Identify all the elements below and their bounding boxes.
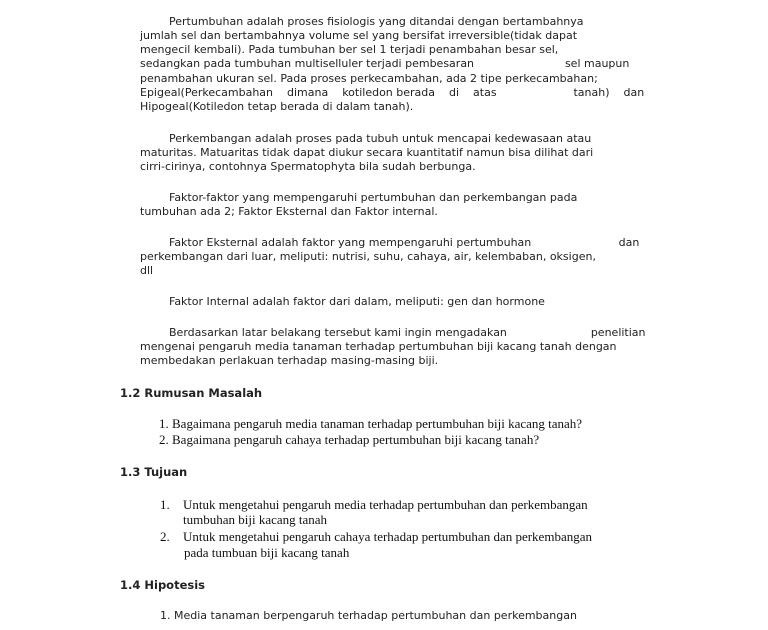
background-line-1: Berdasarkan latar belakang tersebut kami ingin mengadakan penelitian (169, 326, 646, 339)
tujuan-item-1-line-2: tumbuhan biji kacang tanah (183, 512, 328, 527)
heading-tujuan: 1.3 Tujuan (120, 465, 188, 479)
intro-line-4: sedangkan pada tumbuhan multiselluler terjadi pembesaran sel maupun (140, 57, 630, 70)
rumusan-item-1: 1. Bagaimana pengaruh media tanaman terhadap pertumbuhan biji kacang tanah? (159, 416, 583, 431)
intro-line-5: penambahan ukuran sel. Pada proses perkecambahan, ada 2 tipe perkecambahan; (140, 72, 598, 85)
hipotesis-item-1: 1. Media tanaman berpengaruh terhadap pertumbuhan dan perkembangan (160, 609, 577, 622)
background-line-2: mengenai pengaruh media tanaman terhadap pertumbuhan biji kacang tanah dengan (140, 340, 617, 353)
factors-line-1: Faktor-faktor yang mempengaruhi pertumbuhan dan perkembangan pada (169, 191, 578, 204)
tujuan-item-2-number: 2. (160, 529, 170, 544)
heading-hipotesis: 1.4 Hipotesis (120, 578, 206, 592)
factors-line-2: tumbuhan ada 2; Faktor Eksternal dan Faktor internal. (140, 205, 438, 218)
intro-line-6: Epigeal(Perkecambahan dimana kotiledon berada di atas tanah) dan (140, 86, 645, 99)
development-line-1: Perkembangan adalah proses pada tubuh untuk mencapai kedewasaan atau (169, 132, 592, 145)
background-line-3: membedakan perlakuan terhadap masing-masing biji. (140, 354, 439, 367)
tujuan-item-2-line-2: pada tumbuan biji kacang tanah (184, 545, 350, 560)
intro-line-1: Pertumbuhan adalah proses fisiologis yang ditandai dengan bertambahnya (169, 15, 584, 28)
intro-line-2: jumlah sel dan bertambahnya volume sel yang bersifat irreversible(tidak dapat (140, 29, 578, 42)
tujuan-item-2-line-1: Untuk mengetahui pengaruh cahaya terhadap pertumbuhan dan perkembangan (183, 529, 592, 544)
external-line-1: Faktor Eksternal adalah faktor yang mempengaruhi pertumbuhan dan (169, 236, 640, 249)
external-line-3: dll (140, 264, 154, 277)
development-line-3: cirri-cirinya, contohnya Spermatophyta bila sudah berbunga. (140, 160, 476, 173)
development-line-2: maturitas. Matuaritas tidak dapat diukur secara kuantitatif namun bisa dilihat dari (140, 146, 594, 159)
intro-line-3: mengecil kembali). Pada tumbuhan ber sel 1 terjadi penambahan besar sel, (140, 43, 559, 56)
rumusan-item-2: 2. Bagaimana pengaruh cahaya terhadap pertumbuhan biji kacang tanah? (159, 432, 540, 447)
intro-line-7: Hipogeal(Kotiledon tetap berada di dalam tanah). (140, 100, 414, 113)
tujuan-item-1-line-1: Untuk mengetahui pengaruh media terhadap pertumbuhan dan perkembangan (183, 497, 588, 512)
tujuan-item-1-number: 1. (160, 497, 170, 512)
internal-line: Faktor Internal adalah faktor dari dalam, meliputi: gen dan hormone (169, 295, 545, 308)
external-line-2: perkembangan dari luar, meliputi: nutrisi, suhu, cahaya, air, kelembaban, oksigen, (140, 250, 596, 263)
heading-rumusan-masalah: 1.2 Rumusan Masalah (120, 386, 263, 400)
